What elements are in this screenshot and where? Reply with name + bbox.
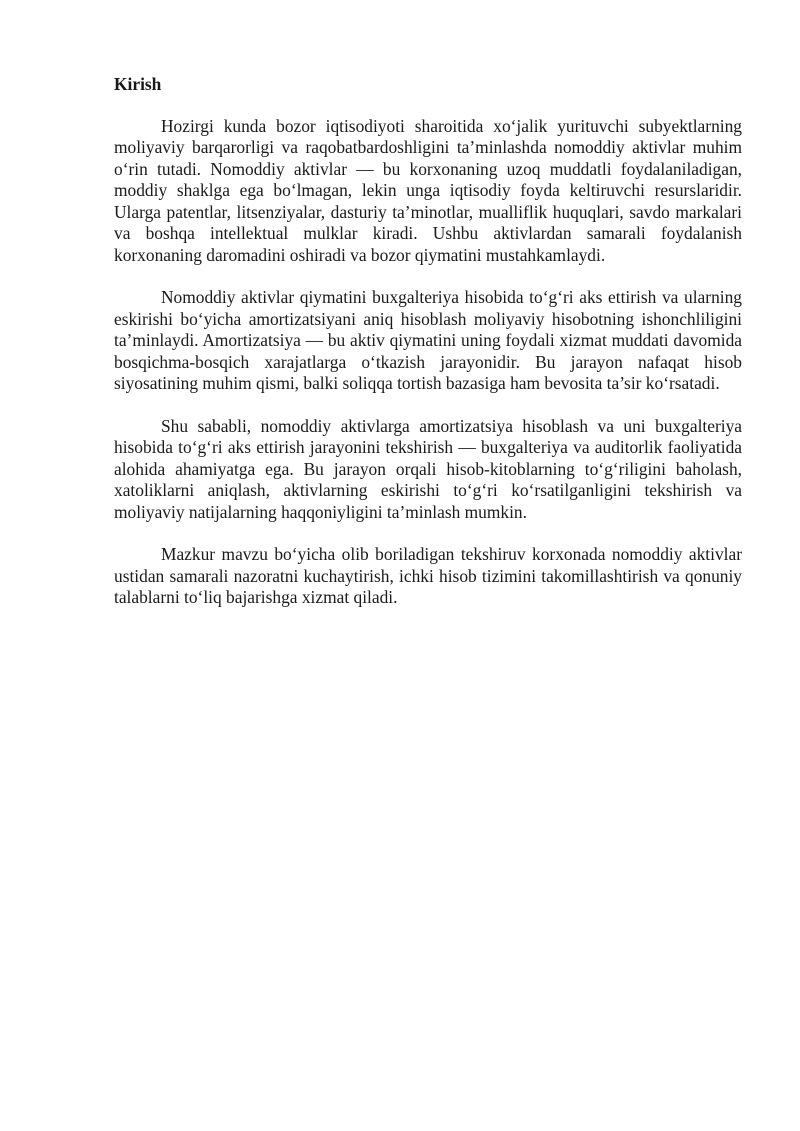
section-heading: Kirish bbox=[114, 74, 162, 94]
document-body bbox=[114, 74, 742, 630]
paragraph-1: Hozirgi kunda bozor iqtisodiyoti sharoitida xo‘jalik yurituvchi subyektlarning moliyaviy barqarorligi va raqobatbardoshligini ta’minlashda nomoddiy aktivlar muhim o‘rin tutadi. Nomoddiy aktivlar — bu korxonaning uzoq muddatli foydalaniladigan, moddiy shaklga ega bo‘lmagan, lekin unga iqtisodiy foyda keltiruvchi resurslaridir. Ularga patentlar, litsenziyalar, dasturiy ta’minotlar, mualliflik huquqlari, savdo markalari va boshqa intellektual mulklar kiradi. Ushbu aktivlardan samarali foydalanish korxonaning daromadini oshiradi va bozor qiymatini mustahkamlaydi. bbox=[114, 115, 742, 265]
paragraph-2: Nomoddiy aktivlar qiymatini buxgalteriya hisobida to‘g‘ri aks ettirish va ularning eskirishi bo‘yicha amortizatsiyani aniq hisoblash moliyaviy hisobotning ishonchliligini ta’minlaydi. Amortizatsiya — bu aktiv qiymatini uning foydali xizmat muddati davomida bosqichma-bosqich xarajatlarga o‘tkazish jarayonidir. Bu jarayon nafaqat hisob siyosatining muhim qismi, balki soliqqa tortish bazasiga ham bevosita ta’sir ko‘rsatadi. bbox=[114, 287, 742, 393]
paragraph-3: Shu sababli, nomoddiy aktivlarga amortizatsiya hisoblash va uni buxgalteriya hisobida to‘g‘ri aks ettirish jarayonini tekshirish — buxgalteriya va auditorlik faoliyatida alohida ahamiyatga ega. Bu jarayon orqali hisob-kitoblarning to‘g‘riligini baholash, xatoliklarni aniqlash, aktivlarning eskirishi to‘g‘ri ko‘rsatilganligini tekshirish va moliyaviy natijalarning haqqoniyligini ta’minlash mumkin. bbox=[114, 415, 742, 522]
paragraph-4: Mazkur mavzu bo‘yicha olib boriladigan tekshiruv korxonada nomoddiy aktivlar ustidan samarali nazoratni kuchaytirish, ichki hisob tizimini takomillashtirish va qonuniy talablarni to‘liq bajarishga xizmat qiladi. bbox=[114, 544, 742, 607]
